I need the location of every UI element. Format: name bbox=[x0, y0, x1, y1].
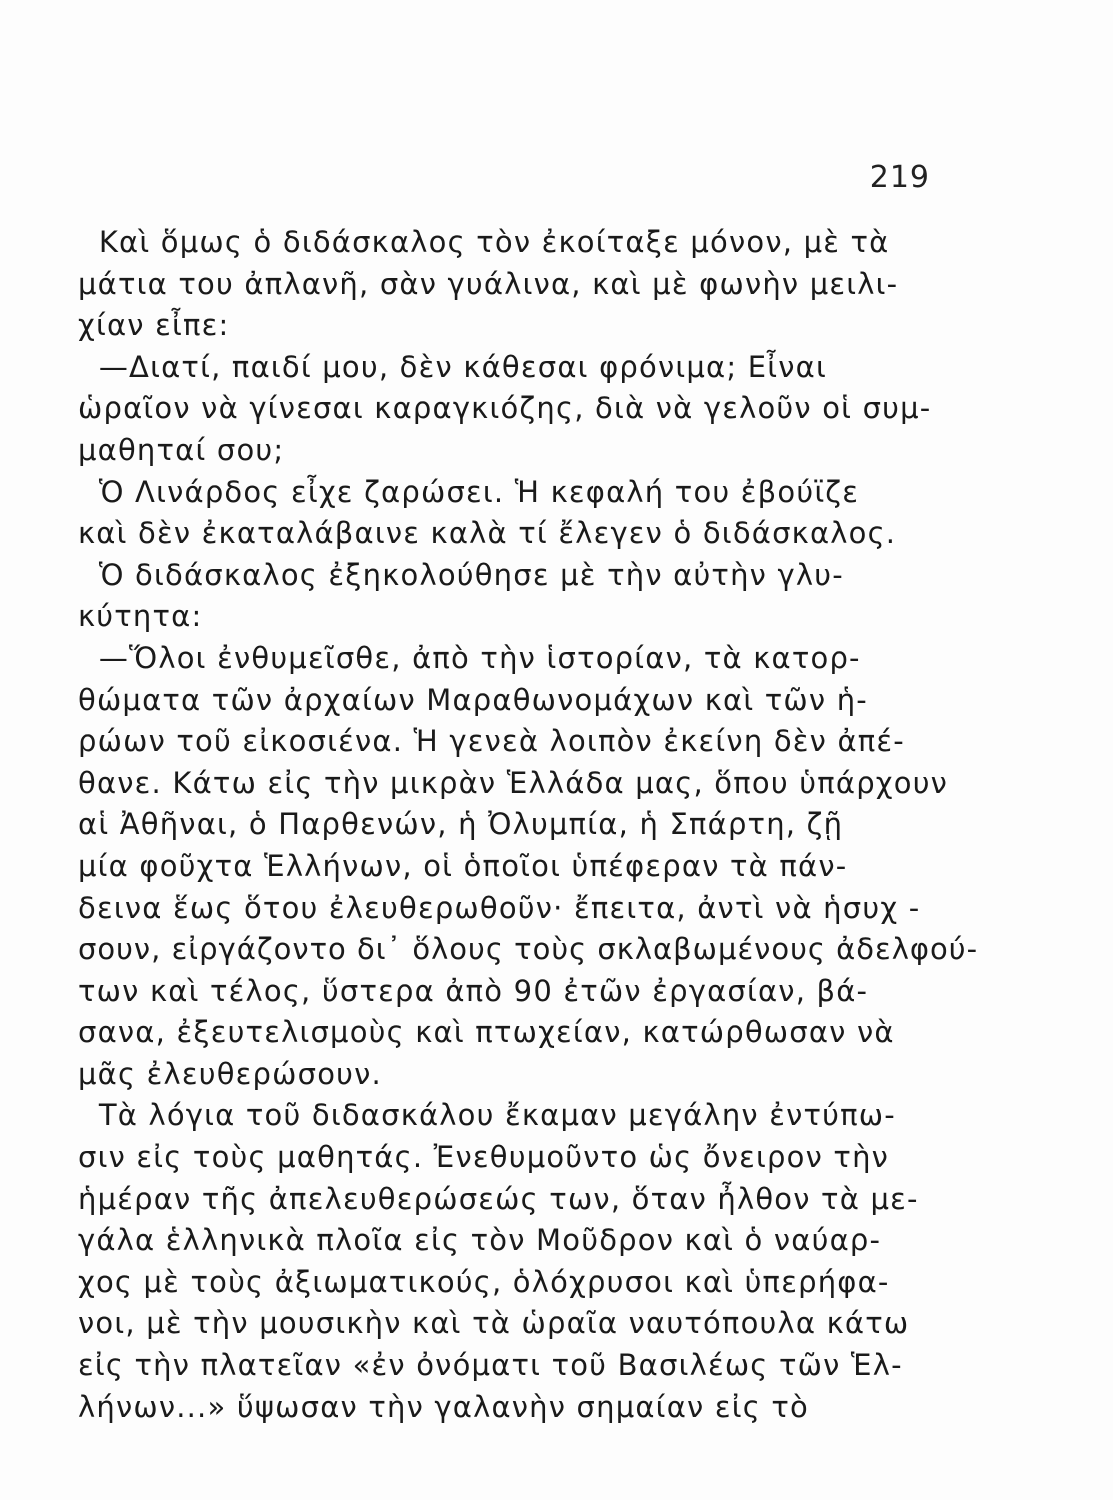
text-line: εἰς τὴν πλατεῖαν «ἐν ὀνόματι τοῦ Βασιλέως τῶν Ἑλ- bbox=[78, 1348, 903, 1383]
text-line: σανα, ἐξευτελισμοὺς καὶ πτωχείαν, κατώρθωσαν νὰ bbox=[78, 1015, 895, 1050]
text-line: Ὁ διδάσκαλος ἐξηκολούθησε μὲ τὴν αὐτὴν γλυ- bbox=[78, 557, 844, 592]
text-line: μάτια του ἀπλανῆ, σὰν γυάλινα, καὶ μὲ φωνὴν μειλι- bbox=[78, 266, 899, 301]
text-line: μία φοῦχτα Ἑλλήνων, οἱ ὁποῖοι ὑπέφεραν τὰ πάν- bbox=[78, 848, 848, 883]
text-line: γάλα ἑλληνικὰ πλοῖα εἰς τὸν Μοῦδρον καὶ ὁ ναύαρ- bbox=[78, 1223, 882, 1258]
body-text bbox=[78, 222, 978, 1428]
text-line: μᾶς ἐλευθερώσουν. bbox=[78, 1056, 382, 1091]
text-line: σιν εἰς τοὺς μαθητάς. Ἐνεθυμοῦντο ὡς ὄνειρον τὴν bbox=[78, 1140, 890, 1175]
text-line: Ὁ Λινάρδος εἶχε ζαρώσει. Ἡ κεφαλή του ἐβούϊζε bbox=[78, 474, 860, 509]
text-line: των καὶ τέλος, ὕστερα ἀπὸ 90 ἐτῶν ἐργασίαν, βά- bbox=[78, 973, 869, 1008]
text-line: ἡμέραν τῆς ἀπελευθερώσεώς των, ὅταν ἦλθον τὰ με- bbox=[78, 1181, 919, 1216]
text-line: θανε. Κάτω εἰς τὴν μικρὰν Ἑλλάδα μας, ὅπου ὑπάρχουν bbox=[78, 765, 949, 800]
text-line: —Διατί, παιδί μου, δὲν κάθεσαι φρόνιμα; Εἶναι bbox=[78, 349, 827, 384]
text-line: αἱ Ἀθῆναι, ὁ Παρθενών, ἡ Ὀλυμπία, ἡ Σπάρτη, ζῇ bbox=[78, 807, 844, 842]
text-line: σουν, εἰργάζοντο δι᾽ ὅλους τοὺς σκλαβωμένους ἀδελφού- bbox=[78, 932, 978, 967]
text-line: λήνων...» ὕψωσαν τὴν γαλανὴν σημαίαν εἰς τὸ bbox=[78, 1389, 809, 1424]
page-number: 219 bbox=[869, 160, 930, 195]
text-line: κύτητα: bbox=[78, 599, 203, 634]
text-line: καὶ δὲν ἐκαταλάβαινε καλὰ τί ἔλεγεν ὁ διδάσκαλος. bbox=[78, 516, 897, 551]
text-line: χίαν εἶπε: bbox=[78, 308, 230, 343]
text-line: Τὰ λόγια τοῦ διδασκάλου ἔκαμαν μεγάλην ἐντύπω- bbox=[78, 1098, 896, 1133]
text-line: ρώων τοῦ εἰκοσιένα. Ἡ γενεὰ λοιπὸν ἐκείνη δὲν ἀπέ- bbox=[78, 724, 905, 759]
text-line: δεινα ἕως ὅτου ἐλευθερωθοῦν· ἔπειτα, ἀντὶ νὰ ἡσυχ - bbox=[78, 890, 921, 925]
text-line: ὡραῖον νὰ γίνεσαι καραγκιόζης, διὰ νὰ γελοῦν οἱ συμ- bbox=[78, 391, 932, 426]
text-line: νοι, μὲ τὴν μουσικὴν καὶ τὰ ὡραῖα ναυτόπουλα κάτω bbox=[78, 1306, 910, 1341]
text-line: —Ὅλοι ἐνθυμεῖσθε, ἀπὸ τὴν ἱστορίαν, τὰ κατορ- bbox=[78, 640, 861, 675]
text-line: μαθηταί σου; bbox=[78, 432, 285, 467]
text-line: θώματα τῶν ἀρχαίων Μαραθωνομάχων καὶ τῶν ἡ- bbox=[78, 682, 868, 717]
text-line: χος μὲ τοὺς ἀξιωματικούς, ὁλόχρυσοι καὶ ὑπερήφα- bbox=[78, 1264, 890, 1299]
text-line: Καὶ ὅμως ὁ διδάσκαλος τὸν ἐκοίταξε μόνον, μὲ τὰ bbox=[78, 225, 890, 259]
